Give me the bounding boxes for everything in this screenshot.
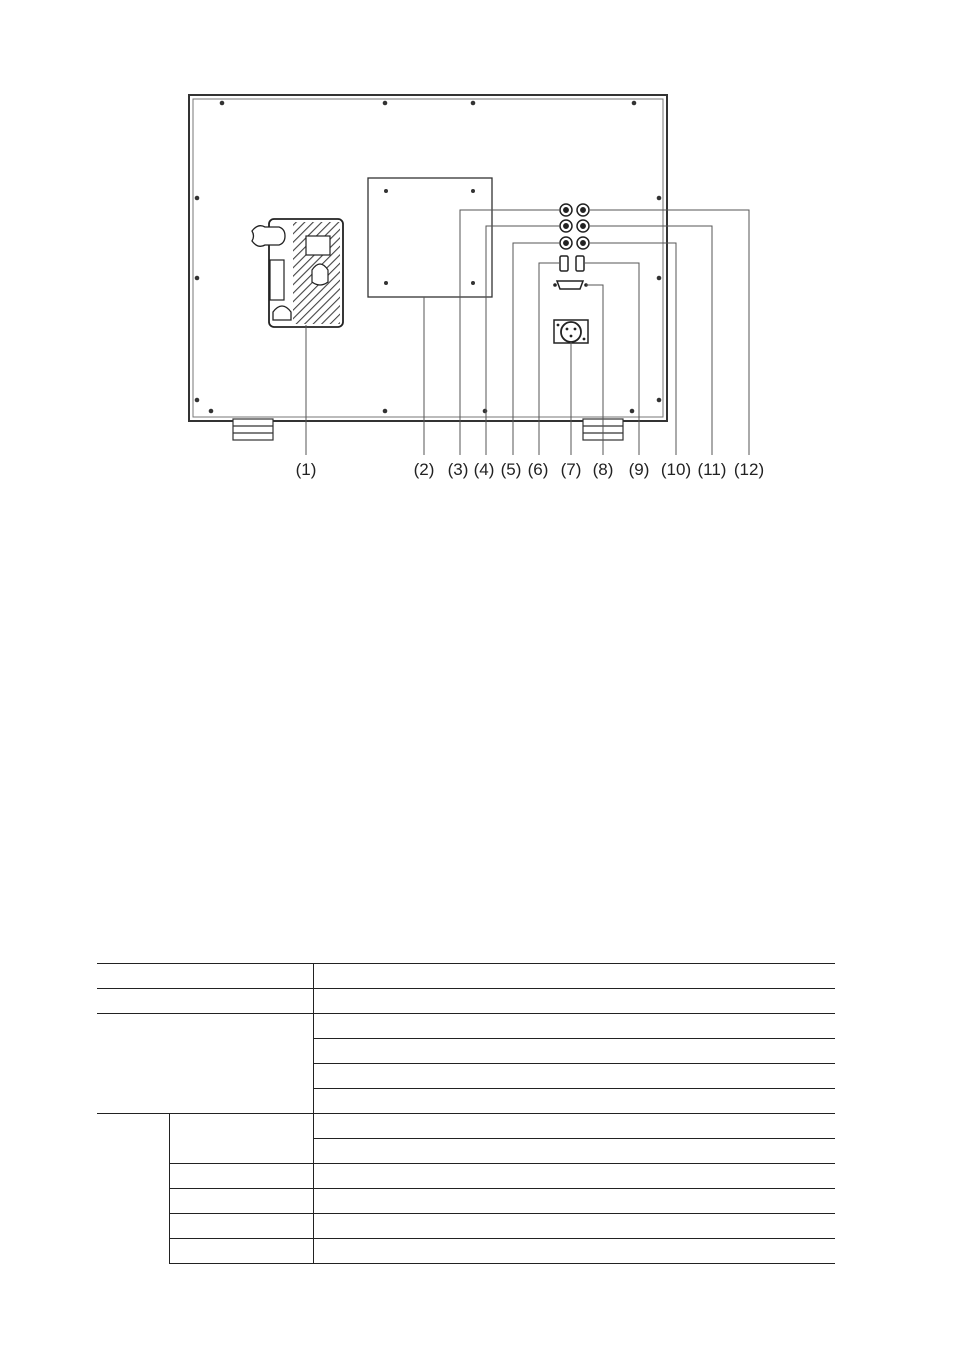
callout-label: (10) [660, 460, 692, 479]
table-row [97, 1014, 835, 1039]
table-row [97, 1239, 835, 1264]
table-cell [169, 1189, 313, 1214]
table-row [97, 989, 835, 1014]
callout-label: (7) [560, 460, 582, 479]
table-cell [313, 1239, 835, 1264]
table-cell [313, 989, 835, 1014]
table-cell [97, 964, 313, 989]
table-cell [313, 1189, 835, 1214]
table-cell [97, 989, 313, 1014]
callout-label: (9) [628, 460, 650, 479]
callout-label: (3) [447, 460, 469, 479]
spec-table [97, 963, 835, 1264]
table-cell [313, 1214, 835, 1239]
table-cell [313, 1039, 835, 1064]
table-row [97, 1214, 835, 1239]
table-cell [97, 1014, 313, 1114]
callout-label: (5) [500, 460, 522, 479]
table-cell [313, 1114, 835, 1139]
table-row [97, 1164, 835, 1189]
table-cell [169, 1239, 313, 1264]
table-cell [313, 964, 835, 989]
table-row [97, 1114, 835, 1139]
table-row [97, 1189, 835, 1214]
callout-label: (1) [295, 460, 317, 479]
table-cell [169, 1164, 313, 1189]
table-row [97, 964, 835, 989]
callout-label: (2) [413, 460, 435, 479]
table-cell [313, 1089, 835, 1114]
rear-panel-diagram [0, 0, 954, 500]
table-cell [313, 1139, 835, 1164]
table-cell [97, 1114, 169, 1264]
monitor-feet [233, 419, 623, 440]
table-cell [169, 1214, 313, 1239]
table-cell [313, 1164, 835, 1189]
callout-label: (11) [697, 460, 727, 479]
callout-label: (12) [733, 460, 765, 479]
callout-labels [296, 460, 765, 479]
callout-label: (4) [473, 460, 495, 479]
table-cell [313, 1064, 835, 1089]
callout-label: (6) [527, 460, 549, 479]
callout-label: (8) [592, 460, 614, 479]
vesa-mount-plate [368, 178, 492, 297]
table-cell [313, 1014, 835, 1039]
xlr-power-connector [554, 320, 588, 343]
table-cell [169, 1114, 313, 1164]
